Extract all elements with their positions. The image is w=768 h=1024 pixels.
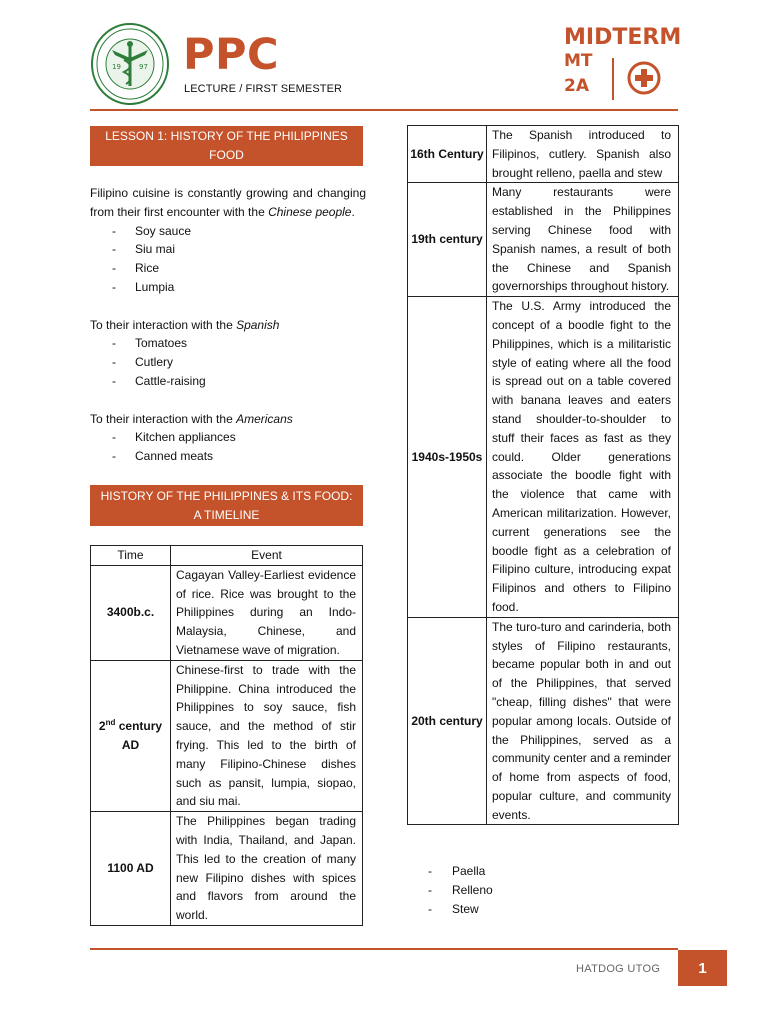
- time-cell: 1940s-1950s: [408, 297, 487, 618]
- svg-text:19: 19: [112, 63, 121, 71]
- list-item: - Lumpia: [112, 279, 175, 294]
- list-item: - Paella: [428, 864, 486, 878]
- event-cell: The U.S. Army introduced the concept of a boodle fight to the Philippines, which is a militaristic style of eating where all the food is spread out on a table covered with banana leaves and eaters stand shoulder-to-shoulder to stuff their faces as fast as they could. Older generations associate the boodle fight with the violence that came with American militarization. However, current generations see the boodle fight as a celebration of Filipino culture, introducing expat Filipinos and others to Filipino food.: [487, 297, 679, 618]
- event-cell: Many restaurants were established in the Philippines serving Chinese food with Spanish names, a result of both the Chinese and Spanish governorships throughout history.: [487, 183, 679, 297]
- intro-paragraph: Filipino cuisine is constantly growing and changing from their first encounter with the Chinese people.: [90, 186, 366, 219]
- timeline-table-right: [407, 125, 679, 825]
- list-item: - Stew: [428, 902, 479, 916]
- table-row: [408, 617, 679, 825]
- time-cell: 2nd century AD: [91, 660, 171, 811]
- list-item: - Kitchen appliances: [112, 430, 236, 445]
- event-cell: The Spanish introduced to Filipinos, cutlery. Spanish also brought relleno, paella and stew: [487, 126, 679, 183]
- event-cell: Cagayan Valley-Earliest evidence of rice. Rice was brought to the Philippines during an Indo-Malaysia, Chinese, and Vietnamese wave of migration.: [171, 565, 363, 660]
- lesson-body: [90, 184, 366, 466]
- section-code: 2A: [564, 76, 589, 96]
- american-items-list: [90, 428, 366, 466]
- table-row: [408, 297, 679, 618]
- american-paragraph: To their interaction with the Americans: [90, 411, 293, 426]
- list-item: - Siu mai: [112, 242, 176, 257]
- spanish-paragraph: To their interaction with the Spanish: [90, 317, 280, 332]
- list-item: - Soy sauce: [112, 223, 192, 238]
- event-cell: The turo-turo and carinderia, both styles of Filipino restaurants, became popular both in and out of the Philippines, that served "cheap, filling dishes" that were popular among locals. Outside of the Philippines, served as a community center and a reminder of home from aspects of food, popular culture, and community events.: [487, 617, 679, 825]
- table-row: [408, 126, 679, 183]
- list-item: - Relleno: [428, 883, 493, 897]
- header-divider: [612, 58, 614, 100]
- list-item: - Rice: [112, 261, 160, 276]
- timeline-table-left: [90, 545, 363, 926]
- time-cell: 20th century: [408, 617, 487, 825]
- lesson-banner: LESSON 1: HISTORY OF THE PHILIPPINES FOOD: [90, 126, 363, 166]
- list-item: - Cutlery: [112, 355, 174, 370]
- event-cell: The Philippines began trading with India, Thailand, and Japan. This led to the creation of many new Filipino dishes with spices and flavors from around the world.: [171, 812, 363, 926]
- header-rule: [90, 109, 678, 111]
- list-item: - Tomatoes: [112, 336, 188, 351]
- table-header-row: [91, 546, 363, 566]
- school-acronym: PPC: [183, 30, 280, 80]
- svg-text:97: 97: [139, 63, 148, 71]
- table-row: [91, 660, 363, 811]
- event-cell: Chinese-first to trade with the Philippine. China introduced the Philippines to soy sauce, fish sauce, and the method of stir frying. This led to the birth of many Filipino-Chinese dishes such as pansit, lumpia, siopao, and siu mai.: [171, 660, 363, 811]
- page-number: 1: [678, 950, 727, 986]
- time-cell: 3400b.c.: [91, 565, 171, 660]
- footer-label: HATDOG UTOG: [576, 963, 661, 975]
- column-header-event: Event: [171, 546, 363, 566]
- column-header-time: Time: [91, 546, 171, 566]
- chinese-items-list: [90, 222, 366, 297]
- spanish-items-list: [90, 334, 366, 390]
- table-row: [408, 183, 679, 297]
- school-seal-logo: [90, 22, 170, 106]
- footer-rule: [90, 948, 678, 950]
- table-row: [91, 565, 363, 660]
- list-item: - Canned meats: [112, 449, 214, 464]
- table-row: [91, 812, 363, 926]
- spanish-dishes-list: [428, 862, 493, 919]
- time-cell: 16th Century: [408, 126, 487, 183]
- time-cell: 1100 AD: [91, 812, 171, 926]
- course-code: MT: [564, 51, 593, 71]
- list-item: - Cattle-raising: [112, 373, 206, 388]
- time-cell: 19th century: [408, 183, 487, 297]
- exam-period: MIDTERM: [564, 25, 682, 50]
- timeline-banner: HISTORY OF THE PHILIPPINES & ITS FOOD: A TIMELINE: [90, 485, 363, 526]
- medical-cross-icon: [627, 61, 661, 95]
- lecture-subtitle: LECTURE / FIRST SEMESTER: [184, 83, 343, 95]
